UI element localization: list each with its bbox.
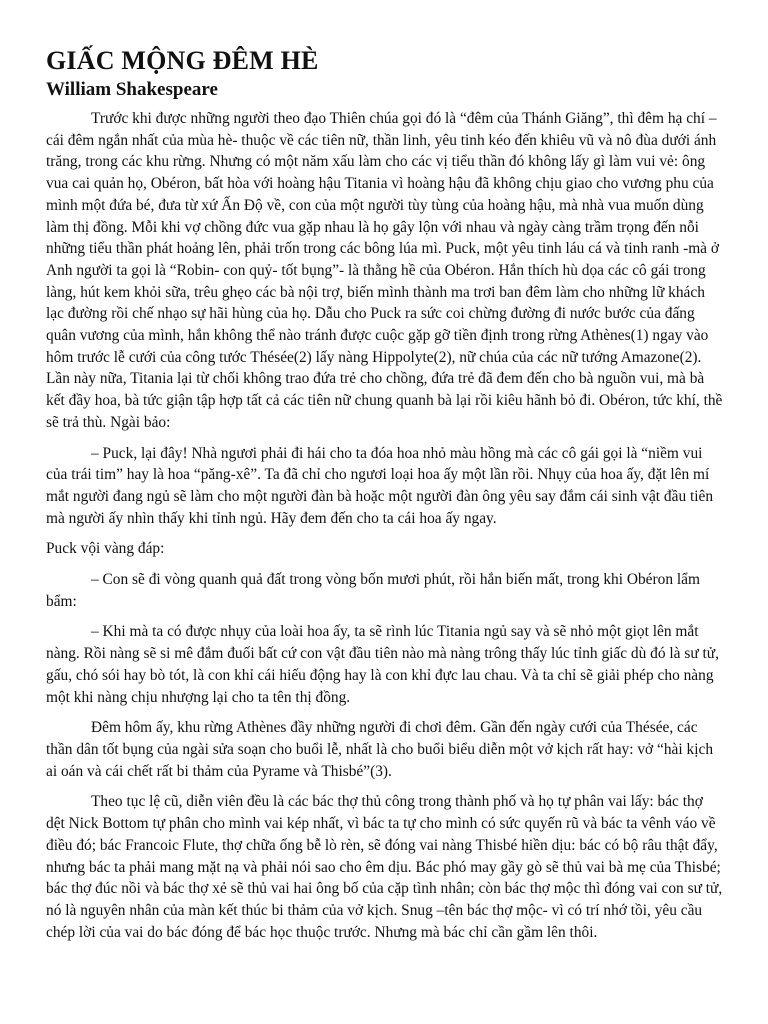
paragraph-oberon-speech: – Puck, lại đây! Nhà ngươi phải đi hái cho ta đóa hoa nhỏ màu hồng mà các cô gái gọi là “niềm vui của trái tim” hay là hoa “păng-xê”. Ta đã chỉ cho ngươi loại hoa ấy một lần rồi. Nhụy của hoa ấy, đặt lên mí mắt người đang ngủ sẽ làm cho một người đàn bà hoặc một người đàn ông yêu say đắm cái sinh vật đầu tiên mà người ấy nhìn thấy khi tỉnh ngủ. Hãy đem đến cho ta cái hoa ấy ngay. xyxy=(46,444,714,527)
paragraph-puck-reply: – Con sẽ đi vòng quanh quả đất trong vòng bốn mươi phút, rồi hắn biến mất, trong khi Obéron lẩm bẩm: xyxy=(46,571,700,610)
paragraph-night-forest: Đêm hôm ấy, khu rừng Athènes đầy những người đi chơi đêm. Gần đến ngày cưới của Thésée, các thần dân tốt bụng của ngài sửa soạn cho buổi lễ, nhất là cho buổi biểu diễn một vở kịch rất hay: vở “hài kịch ai oán và cái chết rất bi thảm của Pyrame và Thisbé”(3). xyxy=(46,719,714,780)
paragraph-puck-reply-intro: Puck vội vàng đáp: xyxy=(46,540,165,558)
paragraph-intro: Trước khi được những người theo đạo Thiên chúa gọi đó là “đêm của Thánh Giăng”, thì đêm hạ chí –cái đêm ngắn nhất của mùa hè- thuộc về các tiên nữ, thần linh, yêu tinh kéo đến khiêu vũ và nô đùa dưới ánh trăng, trong các khu rừng. Nhưng có một năm xấu làm cho các vị tiểu thần đó không lấy gì làm vui vẻ: ông vua cai quản họ, Obéron, bất hòa với hoàng hậu Titania vì hoàng hậu đã không chịu giao cho vương phu của mình một đứa bé, đưa từ xứ Ấn Độ về, con của một người tùy tùng của hoàng hậu, mà nhà vua muốn dùng làm thị đồng. Mỗi khi vợ chồng đức vua gặp nhau là họ gây lộn với nhau và ngày càng trầm trọng đến nỗi những tiểu thần phát hoảng lên, phải trốn trong các bông lúa mì. Puck, một yêu tinh láu cá và tinh ranh -mà ở Anh người ta gọi là “Robin- con quỷ- tốt bụng”- là thằng hề của Obéron. Hắn thích hù dọa các cô gái trong làng, hút kem khỏi sữa, trêu ghẹo các bà nội trợ, biến mình thành ma trơi ban đêm làm cho những lữ khách lạc đường rồi chế nhạo sự hãi hùng của họ. Dẫu cho Puck ra sức coi chừng đường đi nước bước của đấng quân vương của mình, hắn không thể nào tránh được cuộc gặp gỡ tiền định trong rừng Athènes(1) ngay vào hôm trước lễ cưới của công tước Thésée(2) lấy nàng Hippolyte(2), nữ chúa của các nữ tướng Amazone(2). Lần này nữa, Titania lại từ chối không trao đứa trẻ cho chồng, đứa trẻ đã đem đến cho bà nguồn vui, mà bà kết đầy hoa, bà tức giận tập hợp tất cả các tiên nữ chung quanh bà lại rồi kiêu hãnh bỏ đi. Obéron, tức khí, thề sẽ trả thù. Ngài bảo: xyxy=(46,110,723,431)
document-author: William Shakespeare xyxy=(46,79,218,100)
paragraph-craftsmen: Theo tục lệ cũ, diễn viên đều là các bác thợ thủ công trong thành phố và họ tự phân vai lấy: bác thợ dệt Nick Bottom tự phân cho mình vai kép nhất, vì bác ta tự cho mình có sức quyến rũ và bác ta vênh váo về điều đó; bác Francoic Flute, thợ chữa ống bễ lò rèn, sẽ đóng vai nàng Thisbé hiền dịu: bác có bộ râu thật đẩy, nhưng bác ta phải mang mặt nạ và phải nói sao cho êm dịu. Bác phó may gầy gò sẽ thủ vai bà mẹ của Thisbé; bác thợ đúc nồi và bác thợ xẻ sẽ thủ vai hai ông bố của cặp tình nhân; còn bác thợ mộc thì đóng vai con sư tử, nó là nguyên nhân của màn kết thúc bi thảm của vở kịch. Snug –tên bác thợ mộc- vì có trí nhớ tồi, yêu cầu chép lời của vai do bác đóng để bác học thuộc trước. Nhưng mà bác chỉ cần gầm lên thôi. xyxy=(46,793,723,941)
document-title: GIẤC MỘNG ĐÊM HÈ xyxy=(46,46,319,75)
paragraph-oberon-plan: – Khi mà ta có được nhụy của loài hoa ấy, ta sẽ rình lúc Titania ngủ say và sẽ nhỏ một giọt lên mắt nàng. Rồi nàng sẽ si mê đắm đuối bất cứ con vật đầu tiên nào mà nàng trông thấy lúc tỉnh giấc dù đó là sư tử, gấu, chó sói hay bò tót, là con khỉ cái hiếu động hay là con khỉ đực lau chau. Và ta chỉ sẽ giải phép cho nàng một khi nàng chịu nhượng lại cho ta tên thị đồng. xyxy=(46,623,719,706)
